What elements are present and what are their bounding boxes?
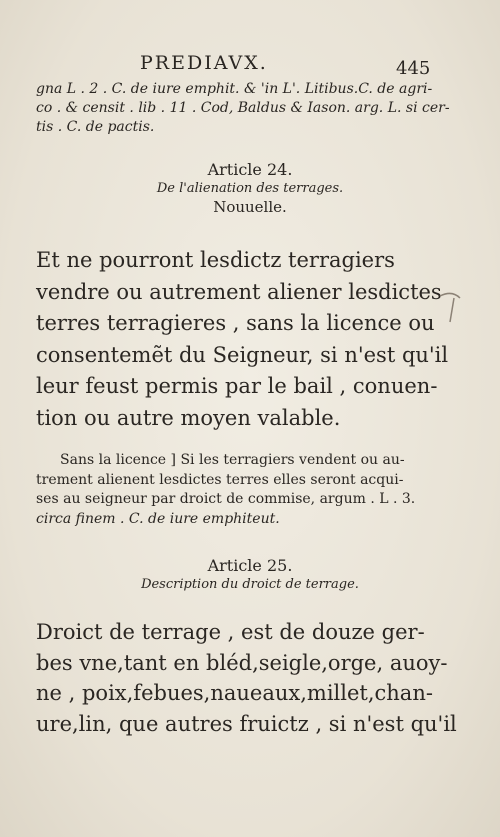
text-line: leur feust permis par le bail , conuen- [36,374,438,398]
text-line: vendre ou autrement aliener lesdictes [36,279,442,304]
page-header [0,52,500,82]
citation-line: co . & censit . lib . 11 . Cod, Baldus & Iason. arg. L. si cer- [36,100,450,116]
article-note: Nouuelle. [213,198,287,216]
text-line: Droict de terrage , est de douze ger- [36,620,425,644]
text-line: Et ne pourront lesdictz terragiers [36,248,395,272]
gloss-line: trement alienent lesdictes terres elles seront acqui- [36,471,404,488]
article-25-text [36,617,457,739]
article-subtitle: Description du droict de terrage. [141,577,359,592]
article-25-heading [0,556,500,594]
gloss-line: ses au seigneur par droict de commise, argum . L . 3. [36,491,416,507]
text-line: ne , poix,febues,naueaux,millet,chan- [36,681,433,705]
article-number: Article 24. [207,160,293,179]
running-head: PREDIAVX. [140,52,268,74]
text-line: tion ou autre moyen valable. [36,405,341,430]
text-line: terres terragieres , sans la licence ou [36,311,435,335]
article-subtitle: De l'alienation des terrages. [156,181,344,196]
text-line: ure,lin, que autres fruictz , si n'est qu'il [36,711,457,736]
carryover-citation [36,80,450,137]
gloss-line: Sans la licence ] Si les terragiers vendent ou au- [60,452,405,468]
article-number: Article 25. [207,556,293,575]
text-line: consentemẽt du Seigneur, si n'est qu'il [36,342,449,367]
gloss-line: circa finem . C. de iure emphiteut. [36,510,280,527]
margin-mark [436,288,466,328]
text-line: bes vne,tant en bléd,seigle,orge, auoy- [36,650,448,675]
article-24-heading [0,160,500,216]
article-24-gloss [36,451,430,529]
citation-line: tis . C. de pactis. [36,119,155,135]
citation-line: gna L . 2 . C. de iure emphit. & 'in L'. Litibus.C. de agri- [36,81,433,97]
article-24-text [36,245,449,434]
page-number: 445 [396,58,431,79]
